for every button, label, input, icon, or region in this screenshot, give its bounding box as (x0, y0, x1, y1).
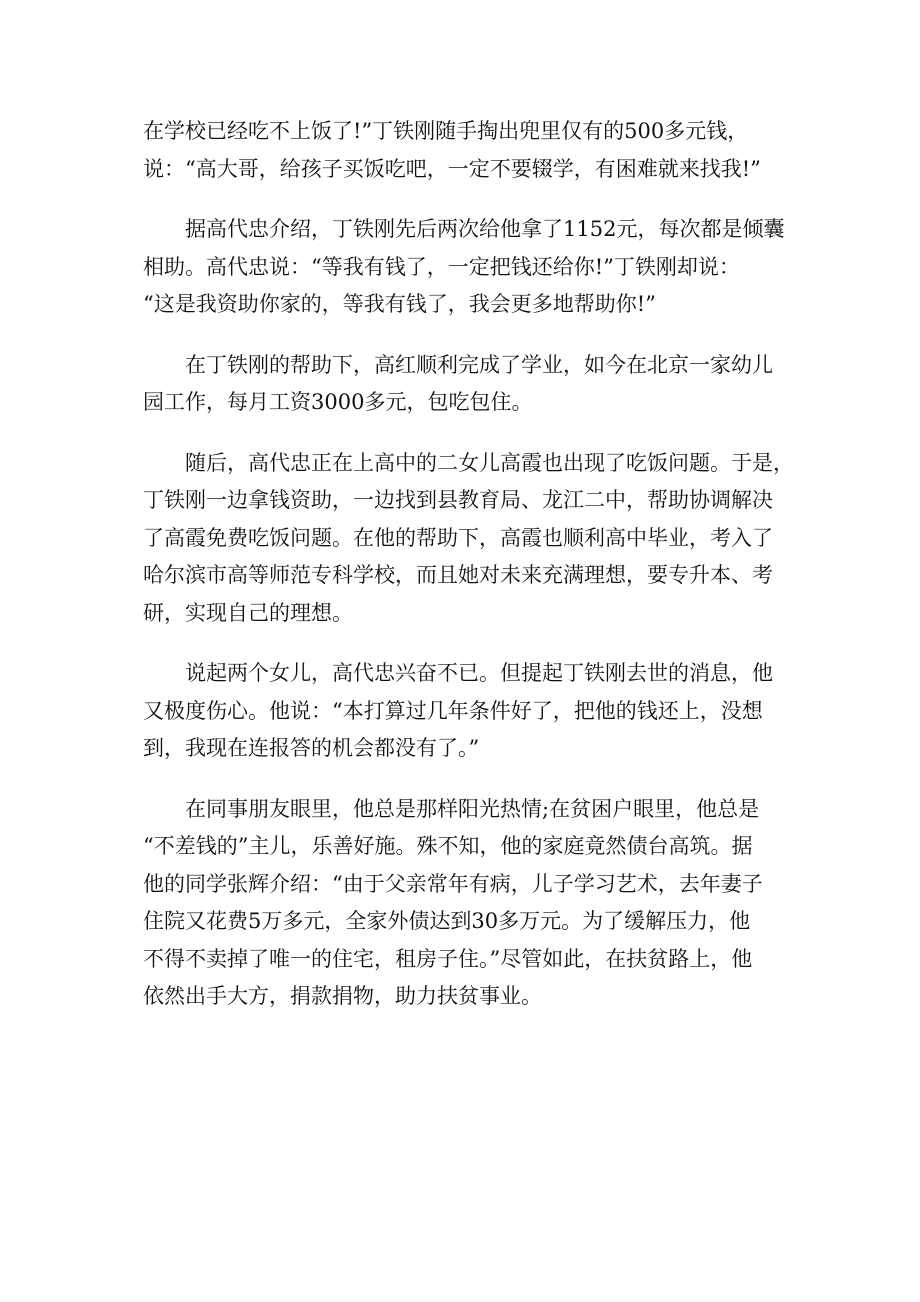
text-line: 又极度伤心。他说：“本打算过几年条件好了，把他的钱还上，没想 (143, 698, 763, 723)
text-line: 到，我现在连报答的机会都没有了。” (143, 736, 480, 760)
text-line: 哈尔滨市高等师范专科学校，而且她对未来充满理想，要专升本、考 (143, 563, 773, 587)
paragraph-5 (143, 655, 795, 768)
text-line: 住院又花费5万多元，全家外债达到30多万元。为了缓解压力，他 (143, 909, 751, 933)
text-line: 说起两个女儿，高代忠兴奋不已。但提起丁铁刚去世的消息，他 (185, 661, 773, 685)
text-line: 依然出手大方，捐款捐物，助力扶贫事业。 (143, 984, 542, 1008)
text-line: 在同事朋友眼里，他总是那样阳光热情;在贫困户眼里，他总是 (185, 796, 760, 821)
text-line: 据高代忠介绍，丁铁刚先后两次给他拿了1152元，每次都是倾囊 (185, 217, 785, 241)
article-body (143, 113, 795, 1039)
text-line: 园工作，每月工资3000多元，包吃包住。 (143, 390, 533, 414)
paragraph-6 (143, 791, 795, 1016)
text-line: 在丁铁刚的帮助下，高红顺利完成了学业，如今在北京一家幼儿 (185, 352, 773, 377)
text-line: 随后，高代忠正在上高中的二女儿高霞也出现了吃饭问题。于是， (185, 450, 794, 475)
text-line: 了高霞免费吃饭问题。在他的帮助下，高霞也顺利高中毕业，考入了 (143, 525, 773, 550)
text-line: 说：“高大哥，给孩子买饭吃吧，一定不要辍学，有困难就来找我!” (143, 156, 761, 181)
text-line: 丁铁刚一边拿钱资助，一边找到县教育局、龙江二中，帮助协调解决 (143, 488, 773, 512)
paragraph-1 (143, 113, 795, 188)
text-line: 在学校已经吃不上饭了!”丁铁刚随手掏出兜里仅有的500多元钱， (143, 119, 749, 143)
text-line: 他的同学张辉介绍：“由于父亲常年有病，儿子学习艺术，去年妻子 (143, 871, 763, 896)
text-line: “不差钱的”主儿，乐善好施。殊不知，他的家庭竟然债台高筑。据 (143, 834, 753, 858)
paragraph-3 (143, 347, 795, 422)
text-line: “这是我资助你家的，等我有钱了，我会更多地帮助你!” (143, 292, 656, 316)
text-line: 不得不卖掉了唯一的住宅，租房子住。”尽管如此，在扶贫路上，他 (143, 946, 753, 971)
text-line: 相助。高代忠说：“等我有钱了，一定把钱还给你!”丁铁刚却说： (143, 254, 740, 279)
paragraph-4 (143, 445, 795, 633)
text-line: 研，实现自己的理想。 (143, 600, 353, 625)
paragraph-2 (143, 211, 795, 324)
